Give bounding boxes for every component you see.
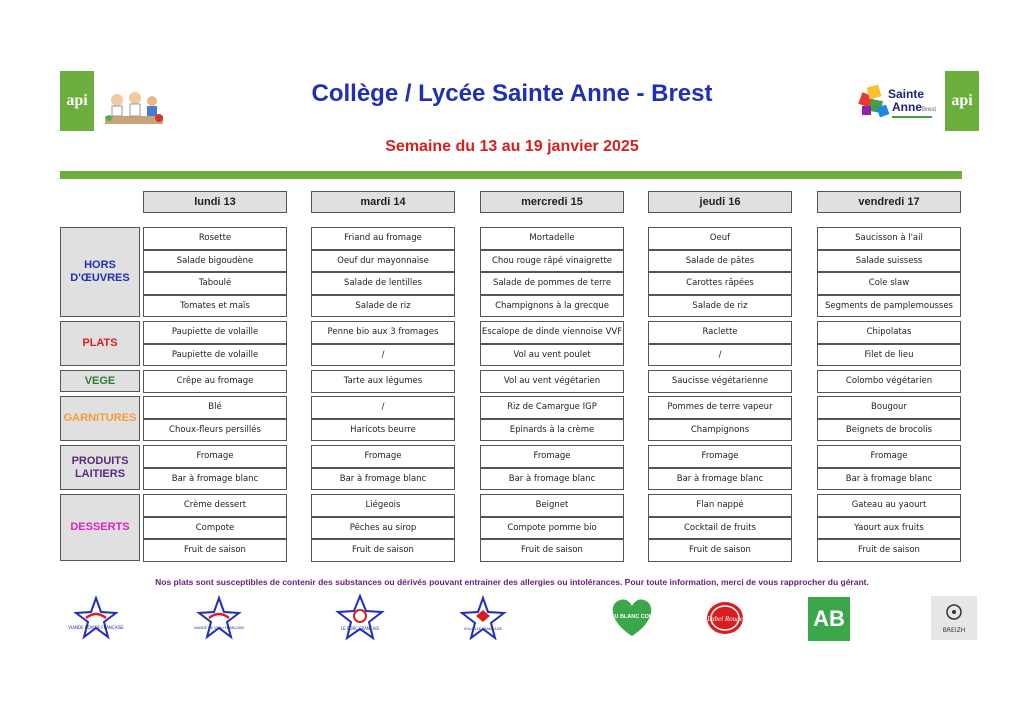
viande-bovine-francaise-icon <box>68 596 124 642</box>
svg-text:VOLAILLE FRANÇAISE: VOLAILLE FRANÇAISE <box>463 627 503 631</box>
menu-cell: Carottes râpées <box>648 272 792 295</box>
menu-cell: Fromage <box>143 445 287 468</box>
menu-cell: Blé <box>143 396 287 419</box>
menu-cell: Cocktail de fruits <box>648 517 792 540</box>
category-produits-laitiers: PRODUITS LAITIERS <box>60 445 140 490</box>
menu-cell: Fruit de saison <box>311 539 455 562</box>
menu-cell: Oeuf <box>648 227 792 250</box>
menu-cell: Bar à fromage blanc <box>648 468 792 491</box>
menu-cell: Champignons <box>648 419 792 442</box>
menu-cell: Flan nappé <box>648 494 792 517</box>
menu-cell: Compote pomme bio <box>480 517 624 540</box>
menu-cell: Fromage <box>311 445 455 468</box>
le-porc-francais-icon <box>336 594 384 642</box>
menu-cell: Paupiette de volaille <box>143 321 287 344</box>
menu-cell: Salade de pommes de terre <box>480 272 624 295</box>
day-header-tuesday: mardi 14 <box>311 191 455 213</box>
menu-cell: Champignons à la grecque <box>480 295 624 318</box>
menu-cell: / <box>311 344 455 367</box>
menu-cell: Tarte aux légumes <box>311 370 455 393</box>
menu-cell: Salade de riz <box>648 295 792 318</box>
menu-cell: Salade de riz <box>311 295 455 318</box>
viande-de-veau-francaise-icon <box>193 596 245 642</box>
menu-cell: / <box>311 396 455 419</box>
menu-cell: Pommes de terre vapeur <box>648 396 792 419</box>
menu-cell: Fruit de saison <box>143 539 287 562</box>
menu-cell: Salade suissess <box>817 250 961 273</box>
menu-cell: Chipolatas <box>817 321 961 344</box>
breizh-icon <box>931 596 977 640</box>
menu-cell: Bar à fromage blanc <box>817 468 961 491</box>
agriculture-biologique-icon <box>807 596 851 642</box>
category-vege: VEGE <box>60 370 140 392</box>
menu-cell: Bar à fromage blanc <box>480 468 624 491</box>
menu-cell: Bar à fromage blanc <box>143 468 287 491</box>
menu-cell: Fromage <box>817 445 961 468</box>
menu-cell: Salade bigoudène <box>143 250 287 273</box>
menu-cell: Bougour <box>817 396 961 419</box>
header-divider <box>60 171 962 179</box>
menu-cell: Fromage <box>648 445 792 468</box>
page-title: Collège / Lycée Sainte Anne - Brest <box>311 80 713 107</box>
menu-cell: Fruit de saison <box>480 539 624 562</box>
menu-cell: Salade de lentilles <box>311 272 455 295</box>
menu-cell: Paupiette de volaille <box>143 344 287 367</box>
menu-cell: Beignet <box>480 494 624 517</box>
category-desserts: DESSERTS <box>60 494 140 561</box>
menu-cell: Beignets de brocolis <box>817 419 961 442</box>
menu-cell: Gateau au yaourt <box>817 494 961 517</box>
svg-text:Sainte: Sainte <box>888 87 925 101</box>
menu-cell: Epinards à la crème <box>480 419 624 442</box>
day-header-friday: vendredi 17 <box>817 191 961 213</box>
menu-cell: Salade de pâtes <box>648 250 792 273</box>
svg-text:AB: AB <box>813 606 845 631</box>
svg-text:VIANDE BOVINE FRANÇAISE: VIANDE BOVINE FRANÇAISE <box>68 625 124 630</box>
menu-cell: Raclette <box>648 321 792 344</box>
menu-cell: Colombo végétarien <box>817 370 961 393</box>
day-header-wednesday: mercredi 15 <box>480 191 624 213</box>
menu-cell: Vol au vent végétarien <box>480 370 624 393</box>
menu-cell: Escalope de dinde viennoise VVF <box>480 321 624 344</box>
allergy-footnote: Nos plats sont susceptibles de contenir des substances ou dérivés pouvant entrainer des allergies ou intolérances. Pour toute information, merci de vous rapprocher du gérant. <box>155 577 869 587</box>
day-header-thursday: jeudi 16 <box>648 191 792 213</box>
menu-cell: Haricots beurre <box>311 419 455 442</box>
svg-text:BREIZH: BREIZH <box>942 627 966 634</box>
category-plats: PLATS <box>60 321 140 366</box>
menu-cell: Oeuf dur mayonnaise <box>311 250 455 273</box>
svg-text:BLEU BLANC COEUR: BLEU BLANC COEUR <box>603 614 661 620</box>
menu-cell: Fruit de saison <box>648 539 792 562</box>
menu-cell: Cole slaw <box>817 272 961 295</box>
menu-cell: Crêpe au fromage <box>143 370 287 393</box>
week-subtitle: Semaine du 13 au 19 janvier 2025 <box>385 138 639 155</box>
menu-cell: Rosette <box>143 227 287 250</box>
menu-cell: Saucisse végétarienne <box>648 370 792 393</box>
menu-cell: Saucisson à l'ail <box>817 227 961 250</box>
menu-cell: Fruit de saison <box>817 539 961 562</box>
menu-cell: Friand au fromage <box>311 227 455 250</box>
svg-text:VIANDE DE VEAU FRANÇAISE: VIANDE DE VEAU FRANÇAISE <box>193 626 245 630</box>
volaille-francaise-icon <box>460 596 506 642</box>
api-logo-left: api <box>60 71 94 131</box>
label-rouge-icon <box>705 600 745 636</box>
menu-cell: Fromage <box>480 445 624 468</box>
menu-cell: / <box>648 344 792 367</box>
menu-cell: Liégeois <box>311 494 455 517</box>
menu-cell: Bar à fromage blanc <box>311 468 455 491</box>
category-garnitures: GARNITURES <box>60 396 140 441</box>
bleu-blanc-coeur-icon <box>604 594 660 640</box>
menu-cell: Riz de Camargue IGP <box>480 396 624 419</box>
menu-cell: Chou rouge râpé vinaigrette <box>480 250 624 273</box>
menu-cell: Vol au vent poulet <box>480 344 624 367</box>
svg-text:Anne: Anne <box>892 100 922 114</box>
sainte-anne-logo <box>858 80 938 128</box>
menu-cell: Yaourt aux fruits <box>817 517 961 540</box>
menu-cell: Pêches au sirop <box>311 517 455 540</box>
menu-cell: Taboulé <box>143 272 287 295</box>
menu-cell: Crème dessert <box>143 494 287 517</box>
menu-cell: Tomates et maïs <box>143 295 287 318</box>
svg-text:Label Rouge: Label Rouge <box>707 615 743 623</box>
menu-cell: Penne bio aux 3 fromages <box>311 321 455 344</box>
menu-cell: Segments de pamplemousses <box>817 295 961 318</box>
api-logo-right: api <box>945 71 979 131</box>
menu-cell: Choux-fleurs persillés <box>143 419 287 442</box>
svg-text:Brest: Brest <box>922 107 937 113</box>
day-header-monday: lundi 13 <box>143 191 287 213</box>
menu-cell: Mortadelle <box>480 227 624 250</box>
menu-cell: Filet de lieu <box>817 344 961 367</box>
menu-cell: Compote <box>143 517 287 540</box>
svg-text:LE PORC FRANÇAIS: LE PORC FRANÇAIS <box>340 626 380 631</box>
category-hors-doeuvres: HORS D'ŒUVRES <box>60 227 140 317</box>
